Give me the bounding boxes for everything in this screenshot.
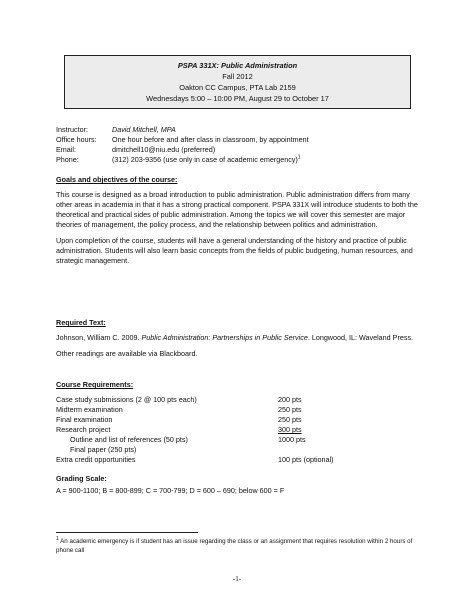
grading-heading: Grading Scale:	[56, 474, 107, 483]
office-hours-value: One hour before and after class in classroom, by appointment	[112, 135, 309, 144]
requirement-row	[56, 395, 418, 405]
citation-end: . Longwood, IL: Waveland Press.	[307, 333, 414, 342]
requirement-points: 250 pts	[278, 405, 302, 414]
requirement-points: 300 pts	[278, 425, 302, 434]
phone-text: (312) 203-9356 (use only in case of academic emergency)	[112, 155, 298, 164]
requirement-total-points: 1000 pts	[278, 435, 306, 444]
course-term: Fall 2012	[222, 72, 253, 81]
footnote-text: An academic emergency is if student has an issue regarding the class or an assignment that requires resolution within 2 hours of phone call	[56, 538, 413, 554]
phone-value	[112, 155, 301, 165]
course-header-box	[64, 55, 411, 109]
course-title-rest: : Public Administration	[216, 61, 298, 70]
goals-paragraph-1: This course is designed as a broad introduction to public administration. Public administration differs from many other areas in academia in that it has a strong practical component. PSPA 331X will introduce students to both the theoretical and practical sides of public administration. Among the topics we will cover this semester are major theories of management, the policy process, and the relationship between politics and administration.	[56, 190, 418, 229]
info-label: Email:	[56, 145, 76, 154]
requirement-row	[56, 455, 418, 465]
footnote-divider	[56, 532, 198, 533]
grading-scale: A = 900-1100; B = 800-899; C = 700-799; D = 600 – 690; below 600 = F	[56, 486, 285, 495]
requirement-name: Outline and list of references (50 pts)	[70, 435, 188, 444]
course-code: PSPA 331X	[177, 61, 217, 70]
requirements-list	[56, 395, 418, 465]
requirement-name: Extra credit opportunities	[56, 455, 136, 464]
info-label: Phone:	[56, 155, 79, 164]
citation-title: Public Administration: Partnerships in Public Service	[141, 333, 308, 342]
footnote	[56, 537, 426, 555]
instructor-info	[56, 125, 309, 165]
textbook-citation	[56, 333, 418, 343]
info-label: Instructor:	[56, 125, 88, 134]
citation-start: Johnson, William C. 2009.	[56, 333, 142, 342]
goals-section	[56, 175, 418, 266]
footnote-mark: 1	[56, 535, 59, 542]
requirement-name: Midterm examination	[56, 405, 123, 414]
info-row-phone	[56, 155, 309, 165]
requirement-row	[56, 435, 418, 445]
requirement-name: Final paper (250 pts)	[70, 445, 137, 454]
requirement-name: Research project	[56, 425, 111, 434]
page-number: -1-	[232, 575, 242, 583]
requirement-name: Case study submissions (2 @ 100 pts each)	[56, 395, 197, 404]
requirement-points: 100 pts (optional)	[278, 455, 334, 464]
info-row-office-hours	[56, 135, 309, 145]
email-value: dmitchell10@niu.edu (preferred)	[112, 145, 216, 154]
goals-paragraph-2: Upon completion of the course, students will have a general understanding of the history and practice of public administration. Students will also learn basic concepts from the fields of public budgeting, human resources, and strategic management.	[56, 236, 413, 265]
required-text-heading: Required Text:	[56, 318, 106, 327]
footnote-ref: 1	[297, 154, 301, 161]
requirement-row	[56, 405, 418, 415]
grading-section	[56, 474, 418, 496]
requirement-row	[56, 425, 418, 435]
required-text-section	[56, 318, 418, 359]
requirement-name: Final examination	[56, 415, 113, 424]
course-location: Oakton CC Campus, PTA Lab 2159	[179, 83, 296, 92]
instructor-name: David Mitchell, MPA	[112, 125, 176, 134]
info-row-instructor	[56, 125, 309, 135]
requirement-row	[56, 445, 418, 455]
requirements-heading: Course Requirements:	[56, 380, 134, 389]
requirement-points: 200 pts	[278, 395, 302, 404]
requirement-row	[56, 415, 418, 425]
course-title	[65, 60, 410, 71]
other-readings: Other readings are available via Blackboard.	[56, 349, 198, 358]
requirement-points: 250 pts	[278, 415, 302, 424]
info-row-email	[56, 145, 309, 155]
requirements-section	[56, 380, 418, 465]
course-schedule: Wednesdays 5:00 – 10:00 PM, August 29 to October 17	[146, 94, 329, 103]
info-label: Office hours:	[56, 135, 97, 144]
goals-heading: Goals and objectives of the course:	[56, 175, 178, 184]
